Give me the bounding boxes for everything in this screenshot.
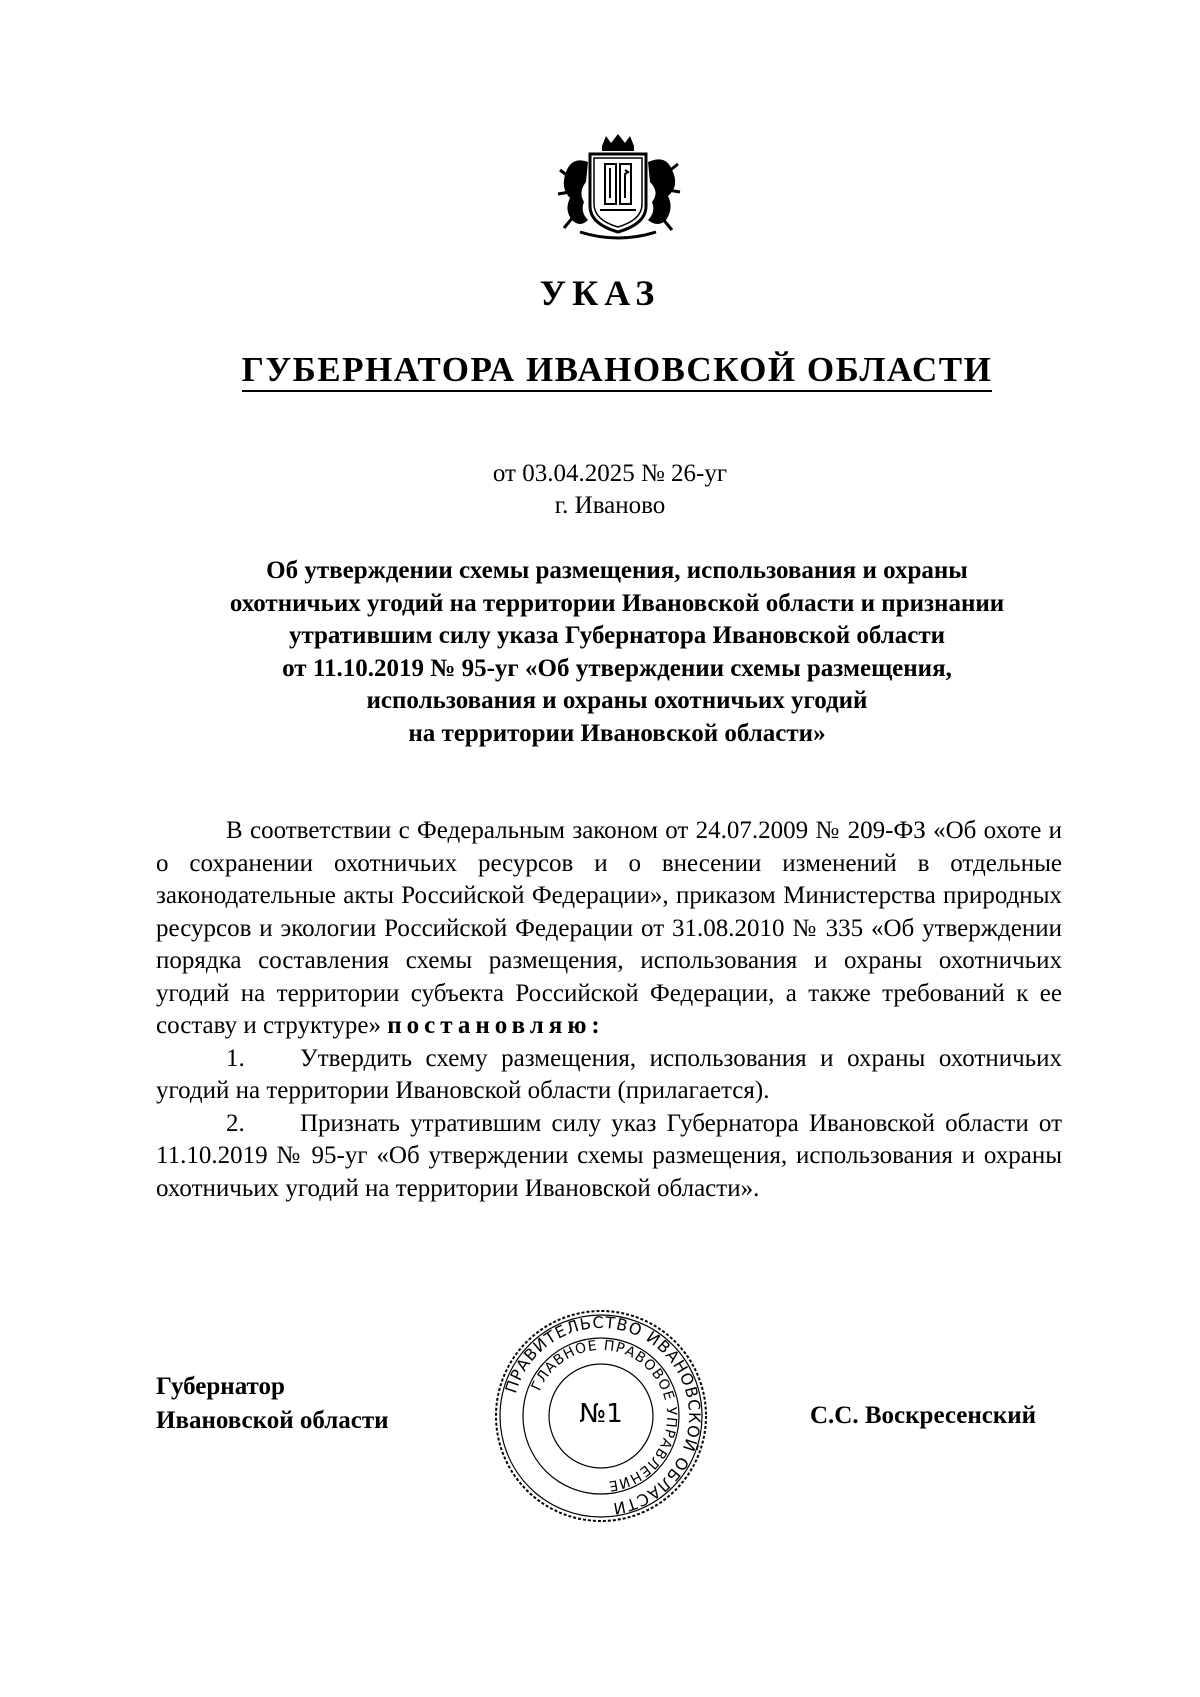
title-line: утратившим силу указа Губернатора Ивановской области (288, 622, 946, 649)
title-line: охотничьих угодий на территории Ивановской области и признании (229, 589, 1005, 617)
document-title (150, 555, 1084, 750)
stamp-number: №1 (579, 1399, 623, 1429)
position-line: Губернатор (156, 1373, 285, 1400)
title-line: на территории Ивановской области» (408, 719, 826, 747)
document-issuer (0, 350, 1200, 390)
preamble-paragraph (156, 815, 1062, 1043)
official-stamp (492, 1307, 710, 1525)
title-line: Об утверждении схемы размещения, использования и охраны (266, 557, 968, 584)
document-type: УКАЗ (539, 273, 661, 313)
coat-of-arms-icon (550, 132, 686, 244)
title-line: использования и охраны охотничьих угодий (366, 687, 868, 714)
document-date-number: от 03.04.2025 № 26-уг (492, 460, 728, 487)
preamble-text: В соответствии с Федеральным законом от 24.07.2009 № 209-ФЗ «Об охоте и о сохранении охотничьих ресурсов и о внесении изменений в отдельные законодательные акты Российской Федерации», приказом Министерства природных ресурсов и экологии Российской Федерации от 31.08.2010 № 335 «Об утверждении порядка составления схемы размещения, использования и охраны охотничьих угодий на территории субъекта Российской Федерации, а также требований к ее составу и структуре» (156, 817, 1062, 1039)
stamp-inner-text: ГЛАВНОЕ ПРАВОВОЕ УПРАВЛЕНИЕ (528, 1337, 680, 1494)
document-city: г. Иваново (554, 492, 666, 519)
signatory-name: С.С. Воскресенский (810, 1402, 1037, 1429)
document-body (156, 815, 1062, 1205)
decree-word: постановляю: (387, 1012, 605, 1039)
list-item (156, 1108, 1062, 1206)
item-number: 2. (226, 1109, 245, 1137)
list-item (156, 1043, 1062, 1108)
position-line: Ивановской области (156, 1407, 389, 1434)
title-line: от 11.10.2019 № 95-уг «Об утверждении схемы размещения, (282, 654, 952, 682)
item-text: Утвердить схему размещения, использования и охраны охотничьих угодий на территории Ивановской области (прилагается). (156, 1044, 1062, 1104)
stamp-outer-text: ПРАВИТЕЛЬСТВО ИВАНОВСКОЙ ОБЛАСТИ (501, 1312, 705, 1519)
signatory-position (156, 1370, 389, 1438)
item-text: Признать утратившим силу указ Губернатора Ивановской области от 11.10.2019 № 95-уг «Об утверждении схемы размещения, использования и охраны охотничьих угодий на территории Ивановской области». (156, 1109, 1062, 1202)
item-number: 1. (226, 1044, 245, 1072)
issuer-text: ГУБЕРНАТОРА ИВАНОВСКОЙ ОБЛАСТИ (242, 350, 993, 392)
